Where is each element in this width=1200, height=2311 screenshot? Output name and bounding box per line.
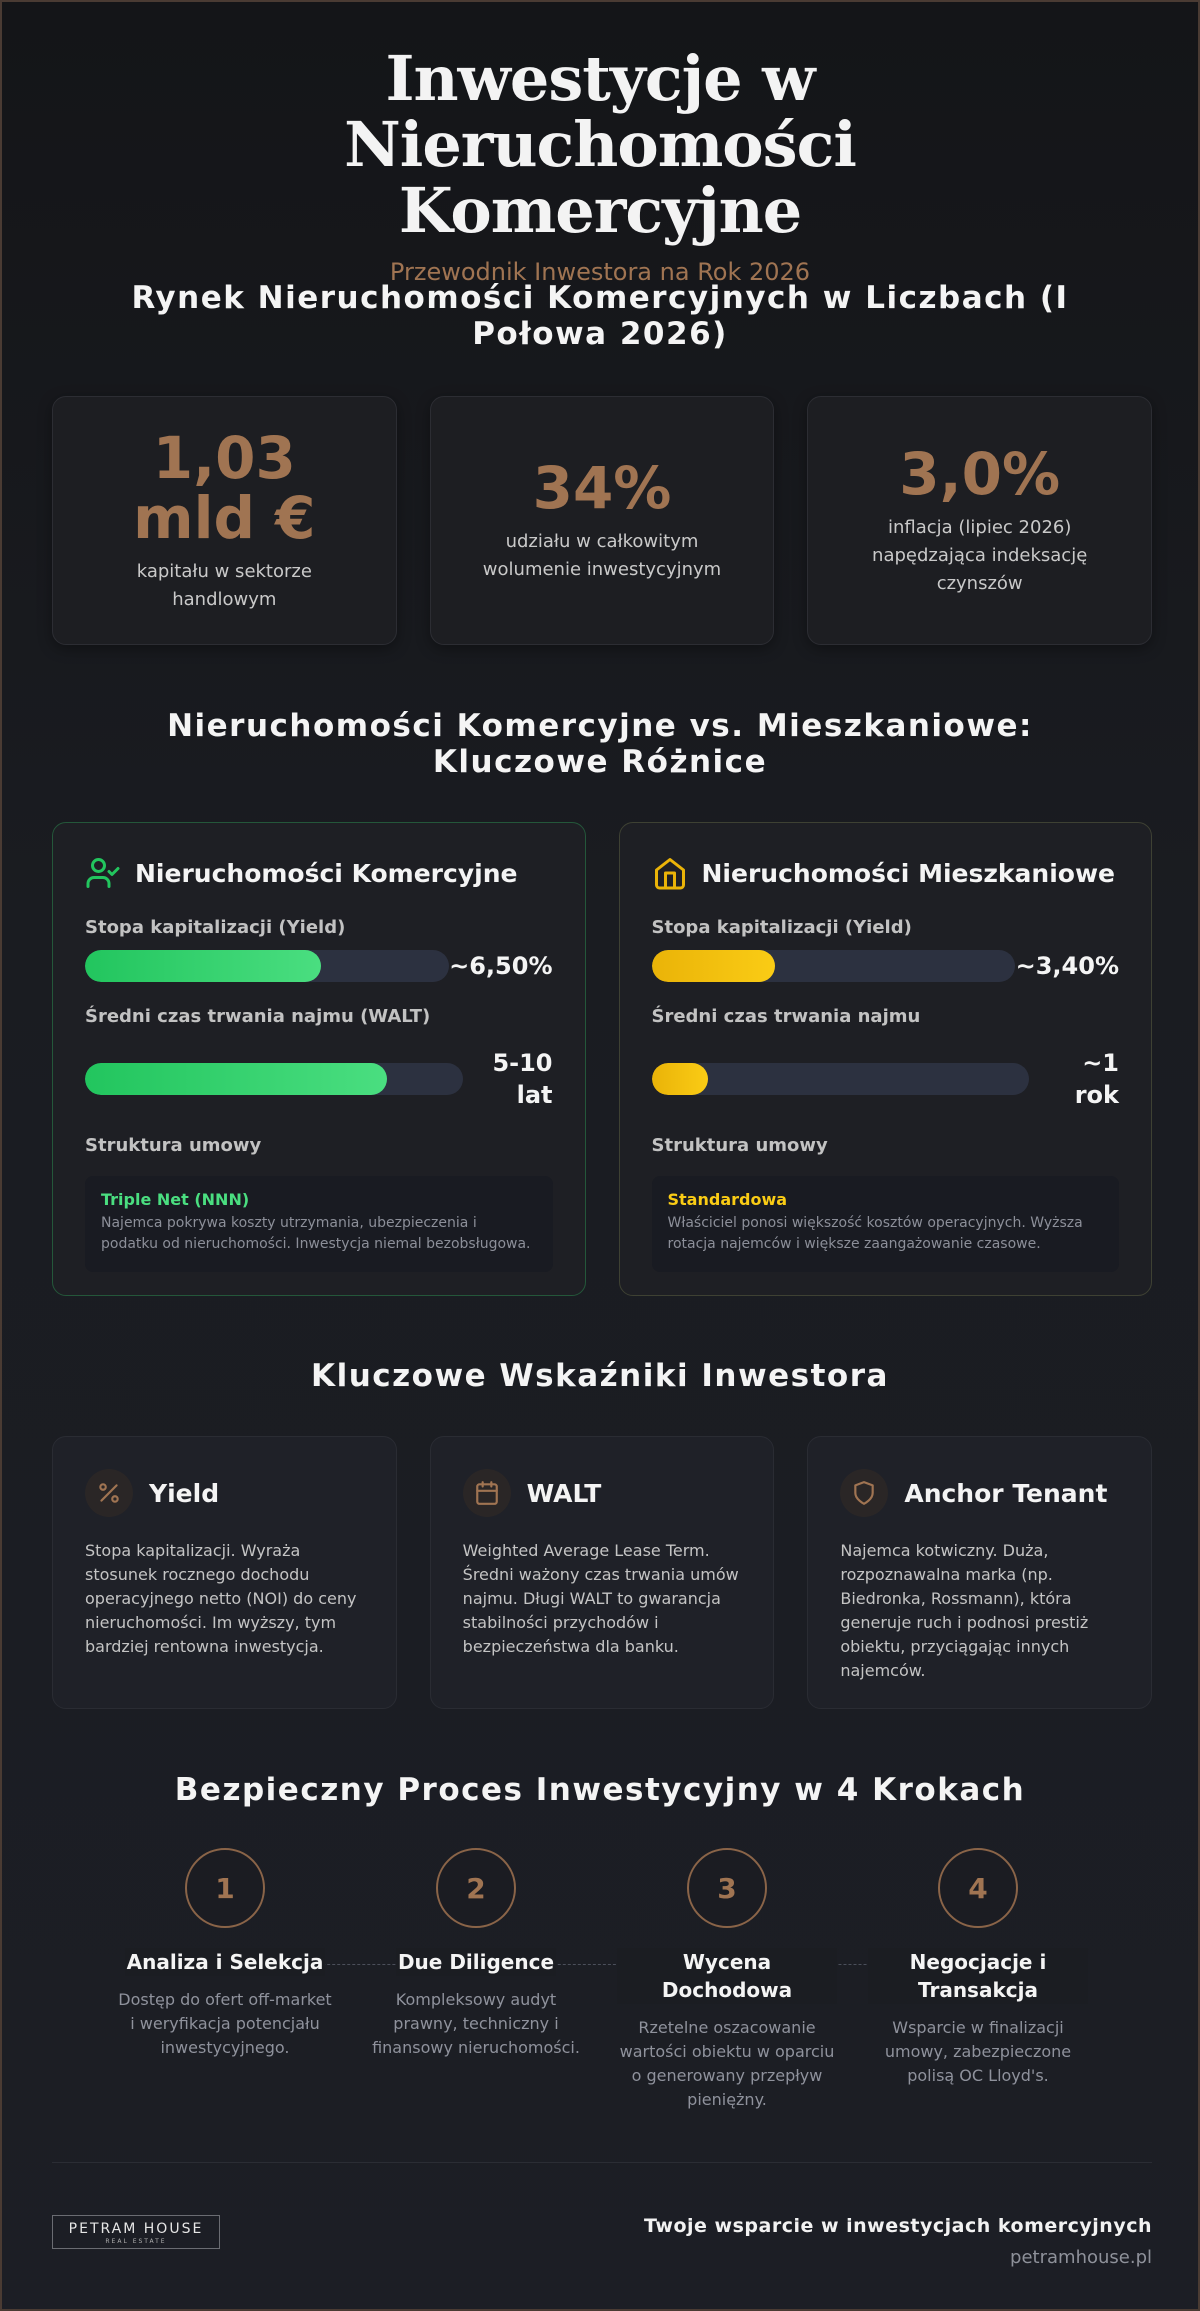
kpi-title: Anchor Tenant — [904, 1478, 1108, 1508]
yield-value: ~3,40% — [1015, 952, 1119, 980]
walt-bar-track — [652, 1063, 1030, 1095]
step-title: Due Diligence — [397, 1950, 555, 1974]
stat-description: inflacja (lipiec 2026) napędzająca indeksację czynszów — [872, 516, 1088, 594]
kpi-icon-badge — [840, 1469, 888, 1517]
stat-value: 3,0% — [899, 439, 1061, 508]
market-section-title: Rynek Nieruchomości Komercyjnych w Liczbach (I Połowa 2026) — [131, 280, 1069, 352]
residential-card-header — [652, 855, 1120, 891]
percent-icon — [96, 1480, 122, 1506]
yield-bar-track — [85, 950, 449, 982]
yield-bar-row — [652, 950, 1120, 982]
stat-description: udziału w całkowitym wolumenie inwestycyjnym — [482, 530, 722, 580]
step-title: Wycena Dochodowa — [617, 1948, 837, 2004]
company-logo — [52, 2215, 220, 2249]
footer — [52, 2162, 1152, 2302]
contract-description: Właściciel ponosi większość kosztów operacyjnych. Wyższa rotacja najemców i większe zaangażowanie czasowe. — [667, 1215, 1083, 1252]
kpi-card — [52, 1436, 397, 1709]
kpi-icon-badge — [463, 1469, 511, 1517]
kpi-card-header — [840, 1469, 1119, 1517]
market-stats — [52, 396, 1152, 645]
walt-bar-fill — [85, 1063, 387, 1095]
contract-box — [85, 1176, 553, 1272]
stat-card — [430, 396, 775, 645]
yield-label: Stopa kapitalizacji (Yield) — [651, 917, 912, 938]
yield-bar-row — [85, 950, 553, 982]
kpi-title: Yield — [149, 1478, 220, 1508]
contract-description: Najemca pokrywa koszty utrzymania, ubezpieczenia i podatku od nieruchomości. Inwestycja niemal bezobsługowa. — [101, 1215, 531, 1252]
hero — [2, 2, 1198, 286]
stat-value: 34% — [532, 453, 672, 522]
page-subtitle: Przewodnik Inwestora na Rok 2026 — [389, 258, 811, 286]
step-number: 1 — [185, 1848, 265, 1928]
footer-tagline: Twoje wsparcie w inwestycjach komercyjnych — [644, 2215, 1152, 2237]
kpi-title: WALT — [526, 1478, 602, 1508]
walt-label: Średni czas trwania najmu — [651, 1006, 921, 1027]
process-section-title: Bezpieczny Proces Inwestycyjny w 4 Krokach — [174, 1772, 1026, 1808]
house-icon — [652, 855, 688, 891]
comparison-cards — [52, 822, 1152, 1296]
process-step — [366, 1848, 586, 2060]
step-number: 4 — [938, 1848, 1018, 1928]
logo-name: PETRAM HOUSE — [68, 2221, 204, 2237]
page-title: Inwestycje w Nieruchomości Komercyjne — [344, 42, 856, 247]
kpi-card-header — [85, 1469, 364, 1517]
kpi-card — [430, 1436, 775, 1709]
kpi-icon-badge — [85, 1469, 133, 1517]
contract-label: Struktura umowy — [85, 1135, 262, 1156]
walt-label: Średni czas trwania najmu (WALT) — [85, 1006, 431, 1027]
commercial-card-header — [85, 855, 553, 891]
process-step — [617, 1848, 837, 2112]
walt-value: ~1 rok — [1074, 1049, 1119, 1109]
step-number: 2 — [436, 1848, 516, 1928]
kpi-description: Stopa kapitalizacji. Wyraża stosunek rocznego dochodu operacyjnego netto (NOI) do ceny nieruchomości. Im wyższy, tym bardziej rentowna inwestycja. — [85, 1541, 357, 1656]
step-description: Dostęp do ofert off-market i weryfikacja potencjału inwestycyjnego. — [118, 1990, 332, 2057]
process-step — [115, 1848, 335, 2060]
user-check-icon — [85, 855, 121, 891]
stat-description: kapitału w sektorze handlowym — [136, 560, 312, 610]
yield-label: Stopa kapitalizacji (Yield) — [85, 917, 346, 938]
residential-card — [619, 822, 1153, 1296]
step-title: Negocjacje i Transakcja — [868, 1948, 1088, 2004]
shield-icon — [851, 1480, 877, 1506]
step-title: Analiza i Selekcja — [126, 1950, 324, 1974]
stat-value: 1,03 mld € — [133, 423, 316, 552]
comparison-section-title: Nieruchomości Komercyjne vs. Mieszkaniowe: Kluczowe Różnice — [167, 708, 1033, 780]
step-description: Rzetelne oszacowanie wartości obiektu w oparciu o generowany przepływ pieniężny. — [619, 2018, 835, 2109]
commercial-card-title: Nieruchomości Komercyjne — [135, 858, 518, 888]
contract-box — [652, 1176, 1120, 1272]
step-number: 3 — [687, 1848, 767, 1928]
yield-bar-fill — [652, 950, 776, 982]
website-link[interactable]: petramhouse.pl — [1010, 2247, 1152, 2268]
logo-subtitle: REAL ESTATE — [105, 2238, 167, 2245]
yield-bar-track — [652, 950, 1016, 982]
kpi-description: Najemca kotwiczny. Duża, rozpoznawalna marka (np. Biedronka, Rossmann), która generuje ruch i podnosi prestiż obiektu, przyciągając innych najemców. — [840, 1541, 1089, 1680]
kpi-card-header — [463, 1469, 742, 1517]
walt-bar-row — [85, 1047, 553, 1111]
yield-value: ~6,50% — [449, 952, 553, 980]
footer-info — [644, 2215, 1152, 2268]
walt-bar-track — [85, 1063, 463, 1095]
contract-title: Standardowa — [667, 1190, 788, 1209]
step-description: Kompleksowy audyt prawny, techniczny i finansowy nieruchomości. — [372, 1990, 580, 2057]
walt-value: 5-10 lat — [492, 1049, 553, 1109]
residential-card-title: Nieruchomości Mieszkaniowe — [701, 858, 1115, 888]
process-step — [868, 1848, 1088, 2088]
contract-label: Struktura umowy — [651, 1135, 828, 1156]
process-steps — [52, 1848, 1152, 2109]
contract-title: Triple Net (NNN) — [101, 1190, 250, 1209]
commercial-card — [52, 822, 586, 1296]
walt-bar-row — [652, 1047, 1120, 1111]
calendar-icon — [474, 1480, 500, 1506]
kpi-cards — [52, 1436, 1152, 1709]
kpi-card — [807, 1436, 1152, 1709]
kpi-description: Weighted Average Lease Term. Średni ważony czas trwania umów najmu. Długi WALT to gwarancja stabilności przychodów i bezpieczeństwa dla banku. — [462, 1541, 739, 1656]
stat-card — [807, 396, 1152, 645]
kpi-section-title: Kluczowe Wskaźniki Inwestora — [311, 1358, 889, 1394]
walt-bar-fill — [652, 1063, 709, 1095]
stat-card — [52, 396, 397, 645]
yield-bar-fill — [85, 950, 321, 982]
step-description: Wsparcie w finalizacji umowy, zabezpieczone polisą OC Lloyd's. — [884, 2018, 1072, 2085]
